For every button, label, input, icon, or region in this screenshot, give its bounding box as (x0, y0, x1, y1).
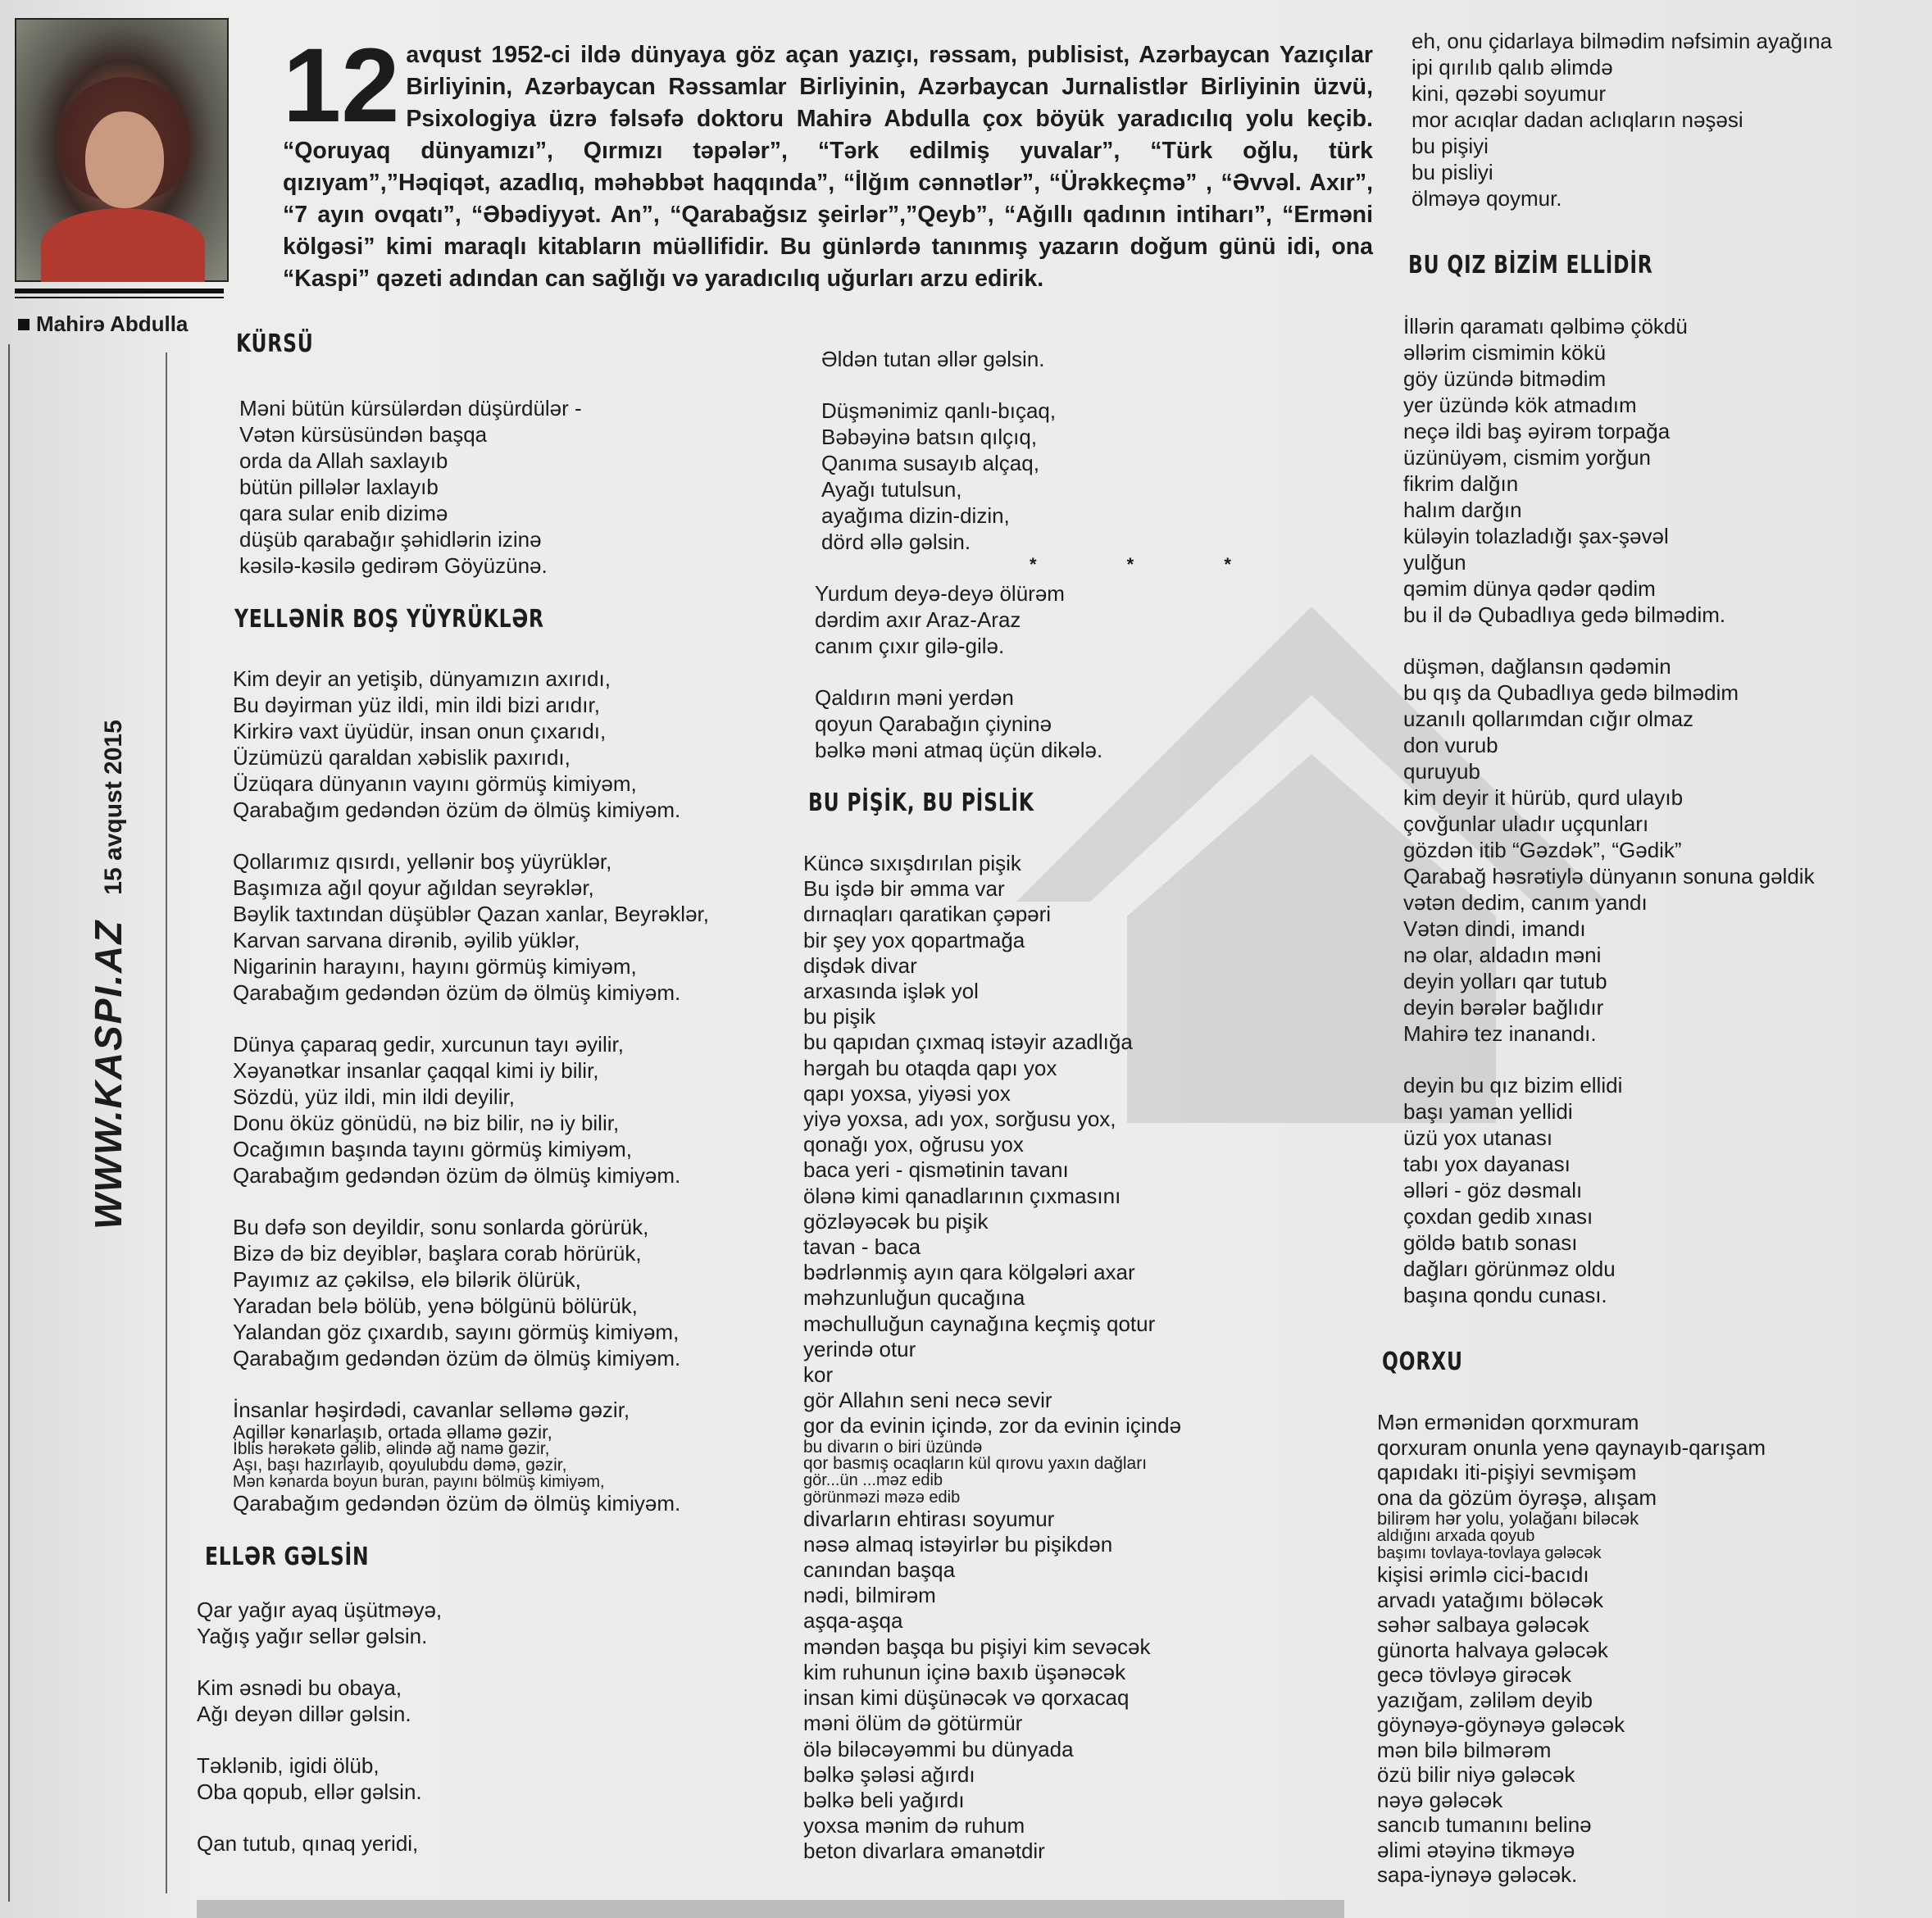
poem-line: bu pişiyi (1411, 134, 1489, 158)
poem-line: özü bilir niyə gələcək (1377, 1762, 1575, 1787)
site-url: WWW.KASPI.AZ (87, 919, 130, 1229)
poem-line: kişisi ərimlə cici-bacıdı (1377, 1562, 1589, 1587)
poem-line: əlləri - göz dəsmalı (1403, 1178, 1583, 1202)
poem-line: Qarabağım gedəndən özüm də ölmüş kimiyəm. (233, 1163, 681, 1188)
poem-line: başımı tovlaya-tovlaya gələcək (1377, 1544, 1602, 1562)
poem-line: Yaradan belə bölüb, yenə bölgünü bölürük, (233, 1293, 638, 1318)
poem-line: neçə ildi baş əyirəm torpağa (1403, 419, 1671, 443)
poem-line: İnsanlar həşirdədi, cavanlar selləmə gəzir, (233, 1398, 630, 1422)
poem-line: Bəbəyinə batsın qılçıq, (821, 425, 1038, 449)
poem-line: göy üzündə bitmədim (1403, 366, 1607, 391)
poem-line: başı yaman yellidi (1403, 1099, 1573, 1124)
poem-line: yazığam, zəliləm deyib (1377, 1687, 1593, 1712)
dropcap: 12 (283, 27, 400, 144)
poem-line: Oba qopub, ellər gəlsin. (197, 1779, 422, 1804)
poem-line: bəlkə şələsi ağırdı (803, 1761, 975, 1787)
poem-line: arxasında işlək yol (803, 979, 979, 1004)
poem-line: Dünya çaparaq gedir, xurcunun tayı əyilir, (233, 1032, 624, 1057)
poem-line: vətən dedim, canım yandı (1403, 890, 1648, 915)
poem-line: görünməzi məzə edib (803, 1488, 961, 1507)
poem-line: bir şey yox qopartmağa (803, 927, 1025, 952)
poem-line: fikrim dalğın (1403, 471, 1519, 496)
poem-line: kor (803, 1362, 834, 1388)
poem-line: ona da gözüm öyrəşə, alışam (1377, 1484, 1657, 1510)
poem-line: deyin bərələr bağlıdır (1403, 995, 1604, 1020)
poem-line: Məni bütün kürsülərdən düşürdülər - (239, 396, 582, 420)
poem-line: çovğunlar uladır uçqunları (1403, 811, 1649, 836)
poem-line: Qarabağım gedəndən özüm də ölmüş kimiyəm. (233, 980, 681, 1005)
page-left-rule (8, 344, 10, 1902)
poem-line: Təklənib, igidi ölüb, (197, 1753, 380, 1778)
poem-line: bilirəm hər yolu, yolağanı biləcək (1377, 1508, 1639, 1529)
poem-line: don vurub (1403, 733, 1498, 757)
poem-line: Bizə də biz deyiblər, başlara corab hörürük, (233, 1241, 642, 1266)
poem-line: bu qış da Qubadlıya gedə bilmədim (1403, 680, 1739, 705)
poem-line: Qarabağ həsrətiylə dünyanın sonuna gəldik (1403, 864, 1815, 889)
poem-line: sancıb tumanını belinə (1377, 1812, 1592, 1837)
poem-line: Sözdü, yüz ildi, min ildi deyilir, (233, 1084, 515, 1109)
poem-line: gözdən itib “Gəzdək”, “Gədik” (1403, 838, 1682, 862)
poem-title-qiz: BU QIZ BİZİM ELLİDİR (1408, 251, 1653, 280)
poem-line: əllərim cismimin kökü (1403, 340, 1607, 365)
poem-line: deyin bu qız bizim ellidi (1403, 1073, 1623, 1098)
poem-line: tabı yox dayanası (1403, 1152, 1571, 1176)
poem-line: mor acıqlar dadan aclıqların nəşəsi (1411, 107, 1743, 132)
poem-line: əlimi ətəyinə tikməyə (1377, 1837, 1575, 1862)
poem-line: yer üzündə kök atmadım (1403, 393, 1637, 417)
poem-line: Vətən dindi, imandı (1403, 916, 1586, 941)
column-divider (166, 352, 167, 1893)
issue-date: 15 avqust 2015 (100, 720, 127, 895)
poem-line: bəlkə beli yağırdı (803, 1787, 965, 1812)
poem-line: mən bilə bilmərəm (1377, 1737, 1552, 1762)
poem-eller-continued (821, 346, 1056, 555)
poem-line: qorxuram onunla yenə qaynayıb-qarışam (1377, 1434, 1766, 1460)
poem-line: qoyun Qarabağın çiyninə (815, 711, 1052, 736)
poem-line: Qarabağım gedəndən özüm də ölmüş kimiyəm. (233, 798, 681, 822)
poem-line: bədrlənmiş ayın qara kölgələri axar (803, 1260, 1135, 1285)
poem-line: başına qondu cunası. (1403, 1283, 1607, 1307)
poem-line: Bəylik taxtından düşüblər Qazan xanlar, Beyrəklər, (233, 902, 709, 926)
poem-title-kursu: KÜRSÜ (236, 330, 314, 358)
poem-line: bu qapıdan çıxmaq istəyir azadlığa (803, 1029, 1133, 1055)
poem-line: kim deyir it hürüb, qurd ulayıb (1403, 785, 1684, 810)
poem-line: düşüb qarabağır şəhidlərin izinə (239, 527, 542, 552)
poem-line: Qarabağım gedəndən özüm də ölmüş kimiyəm. (233, 1491, 681, 1516)
poem-line: ölə biləcəyəmmi bu dünyada (803, 1736, 1074, 1761)
poem-line: məndən başqa bu pişiyi kim sevəcək (803, 1634, 1151, 1659)
poem-line: sapa-iynəyə gələcək. (1377, 1862, 1578, 1887)
poem-line: kəsilə-kəsilə gedirəm Göyüzünə. (239, 553, 548, 578)
poem-line: Donu öküz gönüdü, nə biz bilir, nə iy bilir, (233, 1111, 620, 1135)
poem-pisik-continued (1411, 28, 1832, 211)
poem-line: küləyin tolazladığı şax-şəvəl (1403, 524, 1669, 548)
poem-title-qorxu: QORXU (1382, 1348, 1463, 1376)
poem-line: yerində otur (803, 1336, 916, 1361)
poem-title-yellenir: YELLƏNİR BOŞ YÜYRÜKLƏR (234, 605, 544, 634)
poem-line: Mən ermənidən qorxmuram (1377, 1410, 1639, 1434)
poem-line: dərdim axır Araz-Araz (815, 607, 1021, 632)
poem-line: ayağıma dizin-dizin, (821, 503, 1010, 528)
poem-line: qapı yoxsa, yiyəsi yox (803, 1080, 1011, 1106)
poem-line: ölməyə qoymur. (1411, 186, 1562, 211)
poem-line: düşmən, dağlansın qədəmin (1403, 654, 1671, 679)
poem-line: Aşı, başı hazırlayıb, qoyulubdu dəmə, gəzir, (233, 1456, 567, 1475)
poem-line: göldə batıb sonası (1403, 1230, 1578, 1255)
poem-line: ölənə kimi qanadlarının çıxmasını (803, 1183, 1121, 1208)
poem-line: arvadı yatağımı böləcək (1377, 1587, 1604, 1612)
poem-line: Üzüqara dünyanın vayını görmüş kimiyəm, (233, 771, 637, 796)
section-separator: * * * (1030, 554, 1274, 575)
poem-line: bütün pillələr laxlayıb (239, 475, 439, 499)
poem-line: kini, qəzəbi soyumur (1411, 81, 1606, 106)
poem-line: Küncə sıxışdırılan pişik (803, 851, 1021, 875)
poem-line: nədi, bilmirəm (803, 1583, 936, 1608)
poem-line: aşqa-aşqa (803, 1608, 903, 1634)
poem-line: səhər salbaya gələcək (1377, 1612, 1589, 1637)
poem-line: məchulluğun caynağına keçmiş qotur (803, 1311, 1156, 1336)
poem-line: dağları görünməz oldu (1403, 1257, 1616, 1281)
poem-line: Qollarımız qısırdı, yellənir boş yüyrüklər, (233, 849, 612, 874)
poem-line: Qarabağım gedəndən özüm də ölmüş kimiyəm. (233, 1346, 681, 1370)
poem-line: eh, onu çidarlaya bilmədim nəfsimin ayağına (1411, 29, 1833, 53)
poem-line: Ağı deyən dillər gəlsin. (197, 1702, 411, 1726)
intro-paragraph (283, 27, 1373, 295)
poem-line: üzünüyəm, cismim yorğun (1403, 445, 1651, 470)
poem-line: nə olar, aldadın məni (1403, 943, 1602, 967)
poem-line: qor basmış ocaqların kül qırovu yaxın dağları (803, 1453, 1148, 1473)
poem-line: dişdək divar (803, 952, 917, 978)
poem-line: bu pişik (803, 1004, 876, 1029)
poem-line: deyin yolları qar tutub (1403, 969, 1607, 993)
poem-line: Qanıma susayıb alçaq, (821, 451, 1039, 475)
poem-line: bu pisliyi (1411, 160, 1493, 184)
poem-line: nəsə almaq istəyirlər bu pişikdən (803, 1531, 1113, 1557)
poem-line: Vətən kürsüsündən başqa (239, 422, 488, 447)
poem-line: Aqillər kənarlaşıb, ortada əllamə gəzir, (233, 1421, 552, 1443)
poem-line: Karvan sarvana dirənib, əyilib yüklər, (233, 928, 580, 952)
poem-line: yiyə yoxsa, adı yox, sorğusu yox, (803, 1107, 1116, 1132)
poem-line: Üzümüzü qaraldan xəbislik paxırıdı, (233, 745, 571, 770)
poem-line: Yalandan göz çıxardıb, sayını görmüş kimiyəm, (233, 1320, 680, 1344)
poem-line: Kim əsnədi bu obaya, (197, 1675, 402, 1700)
poem-line: gözləyəcək bu pişik (803, 1208, 989, 1234)
poem-line: bu il də Qubadlıya gedə bilmədim. (1403, 602, 1726, 627)
poem-line: insan kimi düşünəcək və qorxacaq (803, 1685, 1130, 1711)
poem-line: qara sular enib dizimə (239, 501, 448, 525)
poem-line: Ayağı tutulsun, (821, 477, 962, 502)
poem-line: Bu dəyirman yüz ildi, min ildi bizi arıdır, (233, 693, 600, 717)
poem-title-eller: ELLƏR GƏLSİN (205, 1543, 370, 1571)
poem-line: Ocağımın başında tayını görmüş kimiyəm, (233, 1137, 632, 1161)
poem-line: Qaldırın məni yerdən (815, 685, 1014, 710)
author-caption (18, 311, 188, 337)
poem-line: bəlkə məni atmaq üçün dikələ. (815, 738, 1103, 762)
poem-line: Əldən tutan əllər gəlsin. (821, 347, 1045, 371)
poem-line: yulğun (1403, 550, 1466, 575)
poem-line: İllərin qaramatı qəlbimə çökdü (1403, 314, 1688, 339)
poem-line: dörd əllə gəlsin. (821, 529, 971, 554)
poem-line: beton divarlara əmanətdir (803, 1838, 1045, 1864)
intro-text: avqust 1952-ci ildə dünyaya göz açan yazıçı, rəssam, publisist, Azərbaycan Yazıçılar Birliyinin, Azərbaycan Rəssamlar Birliyinin, Azərbaycan Jurnalistlər Birliyinin üzvü, Psixologiya üzrə fəlsəfə doktoru Mahirə Abdulla çox böyük yaradıcılıq yolu keçib. “Qoruyaq dünyamızı”, Qırmızı təpələr”, “Tərk edilmiş yuvalar”, “Türk oğlu, türk qızıyam”,”Həqiqət, azadlıq, məhəbbət haqqında”, “İlğım cənnətlər”, “Ürəkkeçmə” , “Əvvəl. Axır”, “7 ayın ovqatı”, “Əbədiyyət. An”, “Qarabağsız şeirlər”,”Qeyb”, “Ağıllı qadının intiharı”, “Erməni kölgəsi” kimi maraqlı kitabların müəllifidir. Bu günlərdə tanınmış yazarın doğum günü idi, ona “Kaspi” qəzeti adından can sağlığı və yaradıcılıq uğurları arzu edirik. (283, 42, 1373, 292)
poem-line: Başımıza ağıl qoyur ağıldan seyrəklər, (233, 875, 594, 900)
poem-line: divarların ehtirası soyumur (803, 1506, 1055, 1531)
poem-line: dırnaqları qaratikan çəpəri (803, 902, 1052, 927)
poem-eller (197, 1597, 442, 1857)
bottom-strip (197, 1900, 1344, 1918)
poem-line: orda da Allah saxlayıb (239, 448, 448, 473)
poem-line: məhzunluğun qucağına (803, 1285, 1025, 1311)
author-photo (15, 18, 229, 282)
poem-line: Mahirə tez inanandı. (1403, 1021, 1597, 1046)
poem-line: canım çıxır gilə-gilə. (815, 634, 1005, 658)
poem-qorxu (1377, 1410, 1766, 1888)
poem-line: Kim deyir an yetişib, dünyamızın axırıdı, (233, 666, 611, 691)
poem-line: Yurdum deyə-deyə ölürəm (815, 581, 1065, 606)
poem-line: aldığını arxada qoyub (1377, 1527, 1535, 1545)
poem-line: nəyə gələcək (1377, 1787, 1503, 1812)
poem-line: Mən kənarda boyun buran, payını bölmüş kimiyəm, (233, 1473, 605, 1491)
poem-line: baca yeri - qismətinin tavanı (803, 1157, 1069, 1183)
poem-eller-continued-2 (815, 580, 1102, 763)
poem-line: Payımız az çəkilsə, elə bilərik ölürük, (233, 1267, 581, 1292)
poem-line: qapıdakı iti-pişiyi sevmişəm (1377, 1460, 1637, 1484)
poem-line: kim ruhunun içinə baxıb üşənəcək (803, 1659, 1126, 1684)
photo-rule-thin (15, 297, 224, 298)
poem-line: halım darğın (1403, 498, 1522, 522)
poem-line: qəmim dünya qədər qədim (1403, 576, 1656, 601)
poem-line: Düşmənimiz qanlı-bıçaq, (821, 398, 1057, 423)
poem-line: Yağış yağır sellər gəlsin. (197, 1624, 428, 1648)
poem-line: Nigarinin harayını, hayını görmüş kimiyəm, (233, 954, 637, 979)
poem-line: gör...ün ...məz edib (803, 1470, 943, 1489)
caption-square-icon (18, 319, 30, 330)
photo-rule (15, 289, 224, 293)
poem-line: tavan - baca (803, 1234, 921, 1260)
poem-line: gor da evinin içində, zor da evinin içində (803, 1413, 1182, 1438)
poem-kursu (239, 395, 582, 579)
poem-line: bu divarın o biri üzündə (803, 1437, 983, 1457)
poem-line: quruyub (1403, 759, 1480, 784)
poem-line: çoxdan gedib xınası (1403, 1204, 1593, 1229)
poem-line: üzü yox utanası (1403, 1125, 1553, 1150)
poem-line: Xəyanətkar insanlar çaqqal kimi iy bilir, (233, 1058, 599, 1083)
poem-line: yoxsa mənim də ruhum (803, 1813, 1025, 1838)
poem-line: Bu dəfə son deyildir, sonu sonlarda görürük, (233, 1215, 649, 1239)
author-name: Mahirə Abdulla (36, 311, 189, 336)
poem-line: canından başqa (803, 1557, 956, 1583)
poem-line: Qan tutub, qınaq yeridi, (197, 1831, 419, 1856)
poem-line: göynəyə-göynəyə gələcək (1377, 1712, 1625, 1737)
poem-line: Qar yağır ayaq üşütməyə, (197, 1598, 443, 1622)
poem-yellenir (233, 666, 709, 1516)
poem-line: hərgah bu otaqda qapı yox (803, 1055, 1057, 1080)
poem-line: məni ölüm də götürmür (803, 1711, 1023, 1736)
poem-qiz (1403, 313, 1815, 1308)
poem-line: Bu işdə bir əmma var (803, 876, 1005, 902)
vertical-masthead (86, 720, 130, 1229)
poem-line: İblis hərəkətə gəlib, əlində ağ namə gəzir, (233, 1439, 550, 1458)
poem-line: Kirkirə vaxt üyüdür, insan onun çıxarıdı, (233, 719, 607, 743)
poem-line: ipi qırılıb qalıb əlimdə (1411, 55, 1613, 80)
poem-line: gör Allahın seni necə sevir (803, 1388, 1052, 1413)
poem-line: günorta halvaya gələcək (1377, 1637, 1608, 1662)
poem-title-pisik: BU PİŞİK, BU PİSLİK (808, 789, 1034, 817)
poem-line: gecə tövləyə girəcək (1377, 1662, 1572, 1687)
poem-pisik (803, 851, 1181, 1865)
poem-line: qonağı yox, oğrusu yox (803, 1132, 1024, 1157)
poem-line: uzanılı qollarımdan cığır olmaz (1403, 707, 1694, 731)
